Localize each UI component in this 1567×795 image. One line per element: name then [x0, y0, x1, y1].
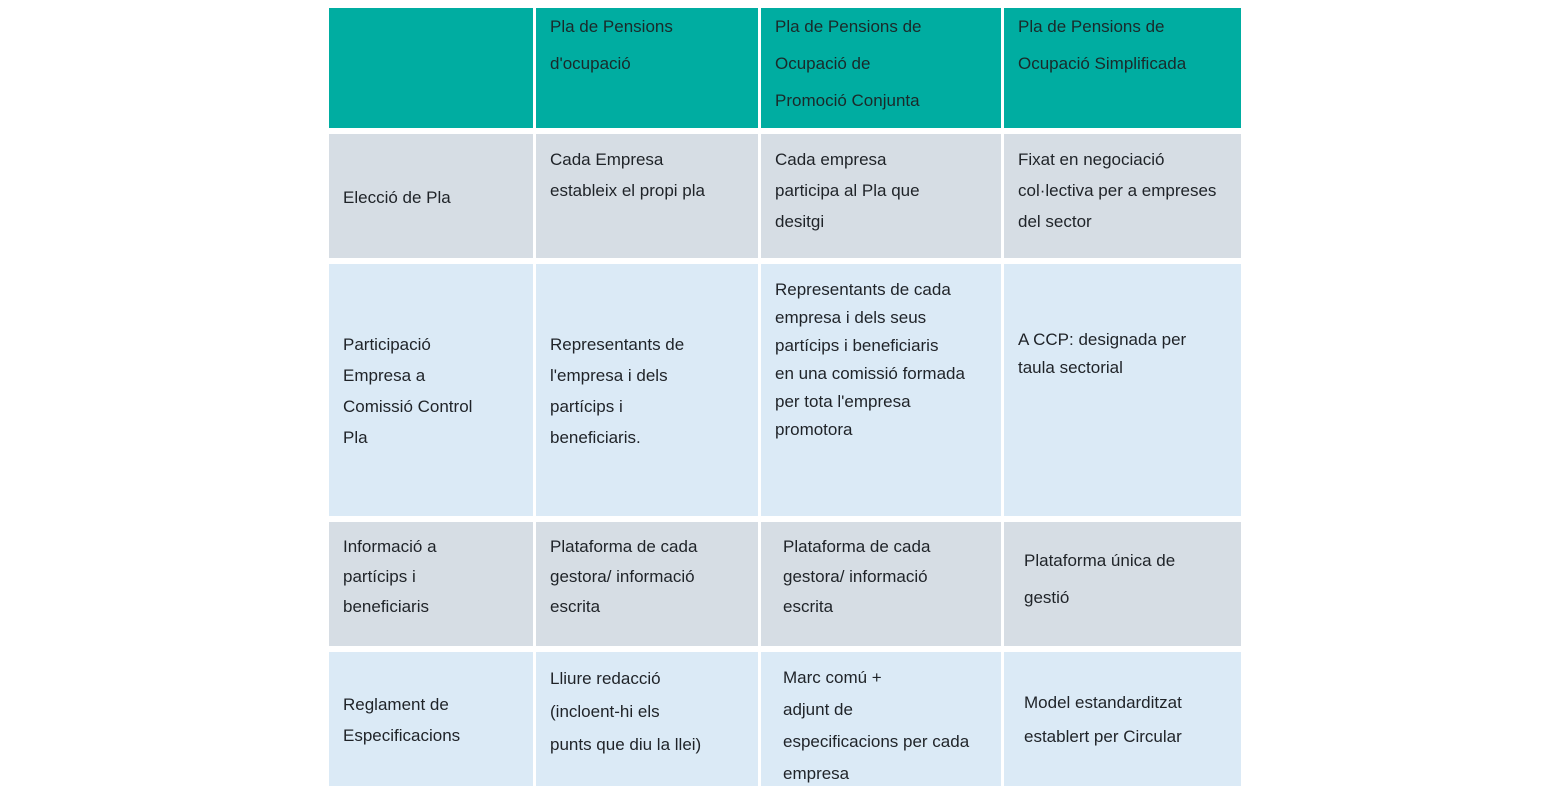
cell-text: Cada Empresa estableix el propi pla [550, 150, 705, 200]
table-cell [761, 522, 1001, 646]
table-cell [536, 134, 758, 258]
table-cell [761, 264, 1001, 516]
cell-text: Model estandarditzat establert per Circular [1024, 693, 1182, 746]
table-cell [1004, 522, 1241, 646]
row-label-eleccio [329, 134, 533, 258]
table-grid [329, 8, 1238, 786]
header-label: Pla de Pensions d'ocupació [550, 17, 673, 73]
header-cell-simplificada [1004, 8, 1241, 128]
row-label: Informació a partícips i beneficiaris [343, 537, 437, 616]
row-label-informacio [329, 522, 533, 646]
cell-text: Representants de l'empresa i dels partícips i beneficiaris. [550, 335, 685, 447]
cell-text: Plataforma de cada gestora/ informació escrita [783, 537, 931, 616]
header-label: Pla de Pensions de Ocupació Simplificada [1018, 17, 1187, 73]
row-label-reglament [329, 652, 533, 786]
header-cell-empty [329, 8, 533, 128]
cell-text: A CCP: designada per taula sectorial [1018, 330, 1187, 377]
comparison-table [329, 8, 1238, 786]
table-cell [536, 652, 758, 786]
row-label: Participació Empresa a Comissió Control Pla [343, 335, 473, 447]
cell-text: Plataforma única de gestió [1024, 551, 1176, 607]
table-cell [761, 134, 1001, 258]
table-cell [1004, 134, 1241, 258]
table-cell [1004, 652, 1241, 786]
table-cell [1004, 264, 1241, 516]
cell-text: Marc comú + adjunt de especificacions per cada empresa [783, 668, 970, 783]
table-cell [761, 652, 1001, 786]
header-cell-promocio-conjunta [761, 8, 1001, 128]
table-cell [536, 522, 758, 646]
header-cell-ocupacio [536, 8, 758, 128]
row-label-participacio [329, 264, 533, 516]
cell-text: Lliure redacció (incloent-hi els punts que diu la llei) [550, 669, 702, 754]
table-cell [536, 264, 758, 516]
cell-text: Representants de cada empresa i dels seus partícips i beneficiaris en una comissió formada per tota l'empresa promotora [775, 280, 965, 439]
header-label: Pla de Pensions de Ocupació de Promoció Conjunta [775, 17, 922, 110]
cell-text: Plataforma de cada gestora/ informació escrita [550, 537, 698, 616]
cell-text: Cada empresa participa al Pla que desitgi [775, 150, 920, 231]
row-label: Reglament de Especificacions [343, 695, 461, 745]
cell-text: Fixat en negociació col·lectiva per a empreses del sector [1018, 150, 1217, 231]
row-label: Elecció de Pla [343, 187, 451, 207]
